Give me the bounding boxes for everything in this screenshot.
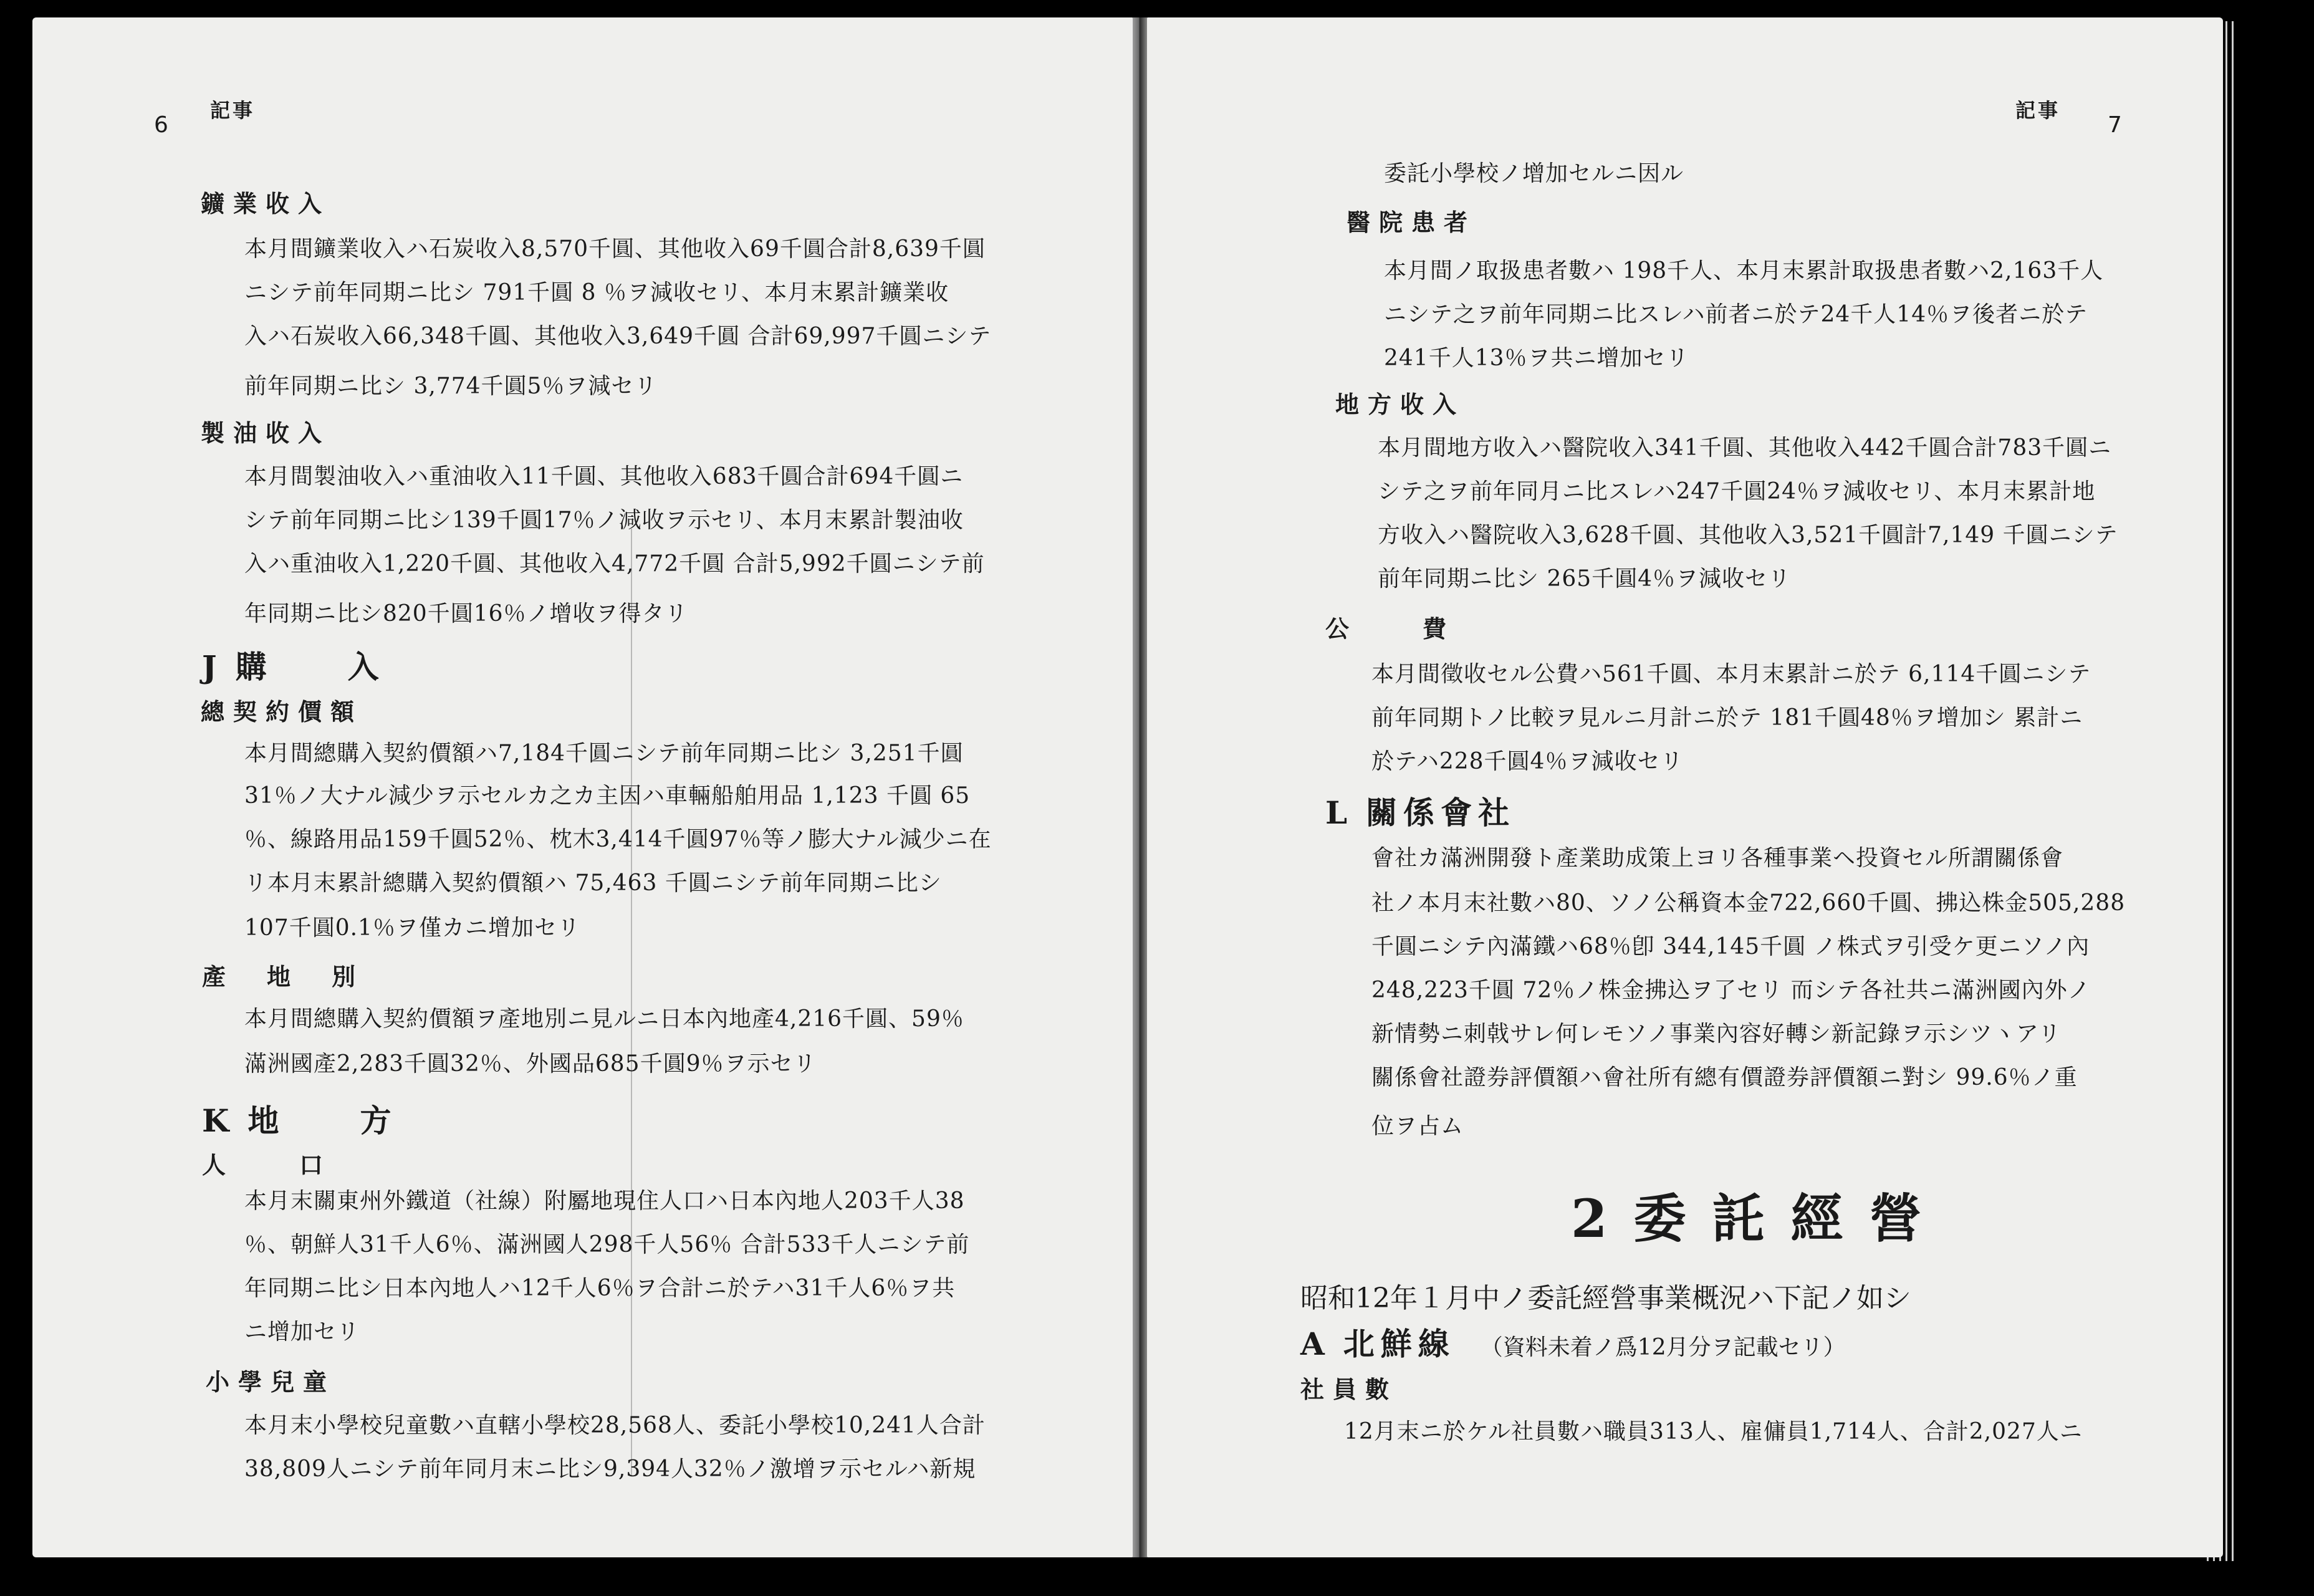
section-letter: J <box>202 648 217 685</box>
body-text-line: 方收入ハ醫院收入3,628千圓、其他收入3,521千圓計7,149 千圓ニシテ <box>1378 522 2118 548</box>
section-letter: A <box>1300 1325 1325 1362</box>
section-title: 北鮮線 <box>1343 1325 1456 1362</box>
body-text-line: 本月末小學校兒童數ハ直轄小學校28,568人、委託小學校10,241人合計 <box>244 1413 986 1438</box>
body-text-line: 前年同期ニ比シ 265千圓4％ヲ減收セリ <box>1378 566 1792 592</box>
section-title: 地 方 <box>247 1102 398 1139</box>
section-letter: L <box>1325 794 1348 831</box>
subsection-heading: 醫院患者 <box>1347 208 1477 236</box>
body-text-line: 委託小學校ノ增加セルニ因ル <box>1384 161 1684 186</box>
body-text-line: シテ之ヲ前年同月ニ比スレハ247千圓24％ヲ減收セリ、本月末累計地 <box>1378 479 2096 504</box>
body-text-line: ％、線路用品159千圓52％、枕木3,414千圓97％等ノ膨大ナル減少ニ在 <box>244 827 992 852</box>
body-text-line: 千圓ニシテ內滿鐵ハ68％卽 344,145千圓 ノ株式ヲ引受ケ更ニソノ內 <box>1371 934 2090 959</box>
subsection-heading: 小學兒童 <box>206 1368 336 1396</box>
subsection-heading: 地方收入 <box>1335 390 1466 418</box>
subsection-heading: 人 口 <box>202 1151 332 1179</box>
body-text-line: 年同期ニ比シ日本內地人ハ12千人6％ヲ合計ニ於テハ31千人6％ヲ共 <box>244 1276 956 1301</box>
subsection-heading: 製油收入 <box>201 419 331 447</box>
chapter-heading: 2委託經營 <box>1571 1188 1948 1249</box>
body-text-line: 本月間ノ取扱患者數ハ 198千人、本月末累計取扱患者數ハ2,163千人 <box>1384 258 2104 284</box>
body-text-line: 社ノ本月末社數ハ80、ソノ公稱資本金722,660千圓、拂込株金505,288 <box>1371 890 2126 916</box>
body-text-line: 248,223千圓 72％ノ株金拂込ヲ了セリ 而シテ各社共ニ滿洲國內外ノ <box>1371 978 2091 1003</box>
running-header: 記事 <box>2015 99 2061 122</box>
body-text-line: 12月末ニ於ケル社員數ハ職員313人、雇傭員1,714人、合計2,027人ニ <box>1344 1419 2083 1445</box>
body-text-line: 前年同期トノ比較ヲ見ルニ月計ニ於テ 181千圓48％ヲ增加シ 累計ニ <box>1371 705 2083 731</box>
body-text-line: 本月間總購入契約價額ヲ產地別ニ見ルニ日本內地產4,216千圓、59％ <box>244 1006 964 1032</box>
body-text-line: 會社カ滿洲開發ト產業助成策上ヨリ各種事業ヘ投資セル所謂關係會 <box>1371 845 2064 871</box>
subsection-heading: 公 費 <box>1325 615 1456 643</box>
subsection-heading: 鑛業收入 <box>201 190 331 218</box>
left-page <box>32 17 1133 1557</box>
body-text-line: 38,809人ニシテ前年同月末ニ比シ9,394人32％ノ激增ヲ示セルハ新規 <box>244 1456 976 1482</box>
intro-line: 昭和12年１月中ノ委託經營事業概況ハ下記ノ如シ <box>1300 1282 1911 1314</box>
body-text-line: 本月間徵收セル公費ハ561千圓、本月末累計ニ於テ 6,114千圓ニシテ <box>1371 661 2091 687</box>
body-text-line: ニ增加セリ <box>244 1319 360 1345</box>
body-text-line: リ本月末累計總購入契約價額ハ 75,463 千圓ニシテ前年同期ニ比シ <box>244 870 942 896</box>
subsection-heading: 總契約價額 <box>201 698 363 726</box>
body-text-line: シテ前年同期ニ比シ139千圓17％ノ減收ヲ示セリ、本月末累計製油收 <box>244 507 964 533</box>
body-text-line: ％、朝鮮人31千人6％、滿洲國人298千人56％ 合計533千人ニシテ前 <box>244 1232 970 1257</box>
section-heading <box>1325 788 1515 833</box>
body-text-line: 107千圓0.1％ヲ僅カニ增加セリ <box>244 915 580 941</box>
body-text-line: 241千人13％ヲ共ニ增加セリ <box>1384 345 1689 371</box>
body-text-line: 滿洲國產2,283千圓32％、外國品685千圓9％ヲ示セリ <box>244 1051 817 1077</box>
body-text-line: ニシテ之ヲ前年同期ニ比スレハ前者ニ於テ24千人14％ヲ後者ニ於テ <box>1384 302 2088 327</box>
body-text-line: 本月間總購入契約價額ハ7,184千圓ニシテ前年同期ニ比シ 3,251千圓 <box>244 741 964 766</box>
body-text-line: 入ハ重油收入1,220千圓、其他收入4,772千圓 合計5,992千圓ニシテ前 <box>244 551 985 577</box>
section-heading <box>202 1096 397 1141</box>
body-text-line: 本月間製油收入ハ重油收入11千圓、其他收入683千圓合計694千圓ニ <box>244 464 964 489</box>
body-text-line: 前年同期ニ比シ 3,774千圓5％ヲ減セリ <box>244 373 658 399</box>
body-text-line: 本月間地方收入ハ醫院收入341千圓、其他收入442千圓合計783千圓ニ <box>1378 435 2112 461</box>
section-heading <box>202 642 385 687</box>
body-text-line: 31％ノ大ナル減少ヲ示セルカ之カ主因ハ車輛船舶用品 1,123 千圓 65 <box>244 783 971 809</box>
section-title: 關係會社 <box>1366 794 1516 831</box>
subsection-heading: 社員數 <box>1300 1375 1398 1403</box>
body-text-line: 本月間鑛業收入ハ石炭收入8,570千圓、其他收入69千圓合計8,639千圓 <box>244 236 986 262</box>
section-letter: K <box>202 1102 229 1139</box>
section-title: 購 入 <box>235 648 385 685</box>
body-text-line: 新情勢ニ刺戟サレ何レモソノ事業內容好轉シ新記錄ヲ示シツヽアリ <box>1371 1021 2062 1047</box>
right-page <box>1147 17 2223 1557</box>
body-text-line: 位ヲ占ム <box>1371 1113 1464 1139</box>
body-text-line: 關係會社證券評價額ハ會社所有總有價證券評價額ニ對シ 99.6％ノ重 <box>1371 1065 2078 1090</box>
page-number: 7 <box>2108 112 2122 138</box>
body-text-line: 年同期ニ比シ820千圓16％ノ增收ヲ得タリ <box>244 601 688 627</box>
section-heading <box>1300 1319 1846 1364</box>
body-text-line: ニシテ前年同期ニ比シ 791千圓 8 ％ヲ減收セリ、本月末累計鑛業收 <box>244 280 949 305</box>
subsection-heading: 產 地 別 <box>202 963 365 991</box>
body-text-line: 入ハ石炭收入66,348千圓、其他收入3,649千圓 合計69,997千圓ニシテ <box>244 324 992 349</box>
page-number: 6 <box>154 112 168 138</box>
body-text-line: 於テハ228千圓4％ヲ減收セリ <box>1371 749 1684 774</box>
body-text-line: 本月末關東州外鐵道（社線）附屬地現住人口ハ日本內地人203千人38 <box>244 1188 965 1214</box>
running-header: 記事 <box>210 99 256 122</box>
section-note: （資料未着ノ爲12月分ヲ記載セリ） <box>1480 1335 1846 1360</box>
